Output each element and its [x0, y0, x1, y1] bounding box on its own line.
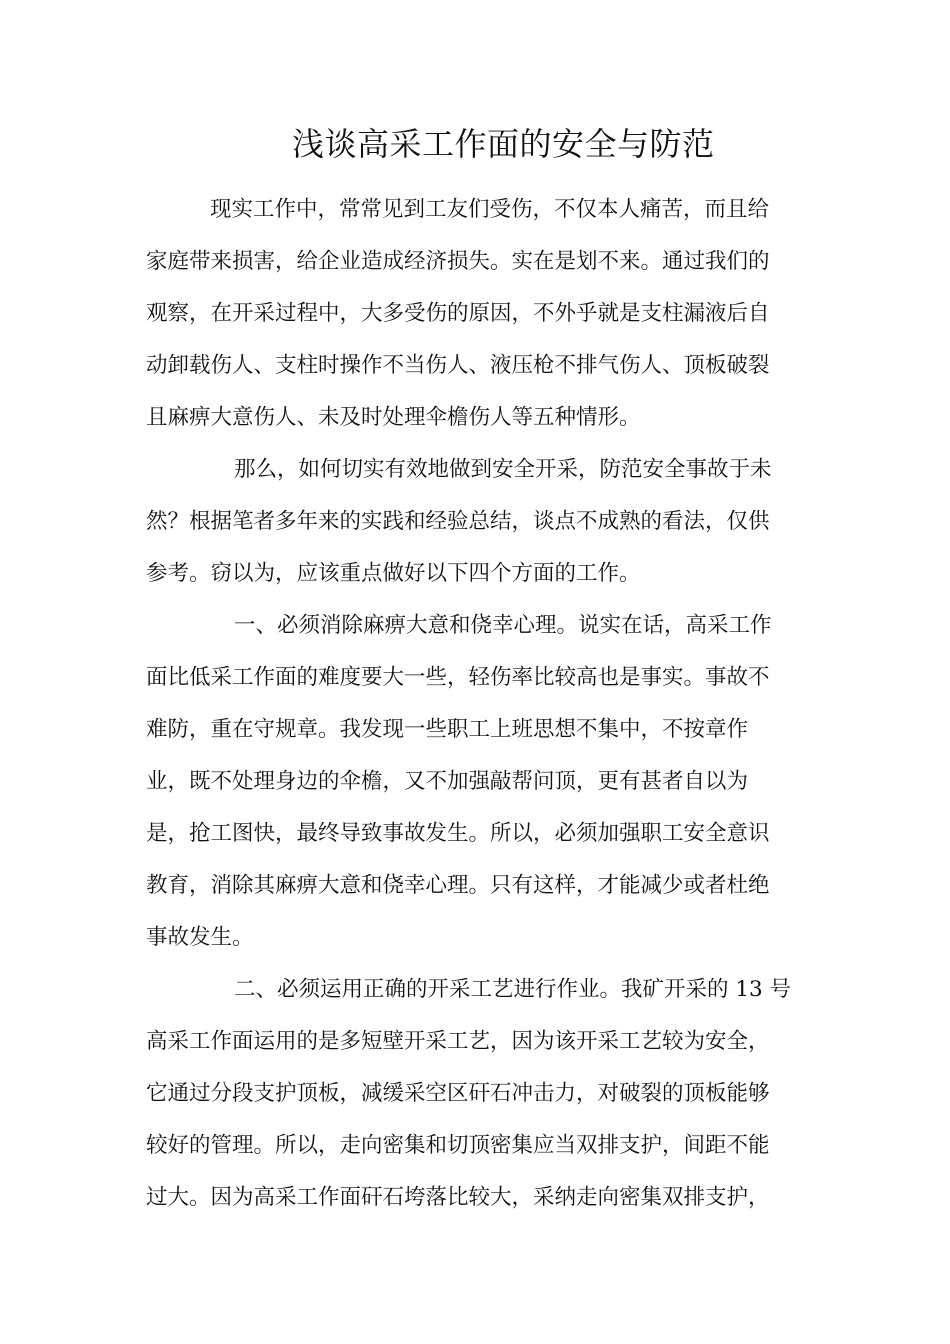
- body-line: 它通过分段支护顶板，减缓采空区矸石冲击力，对破裂的顶板能够: [146, 1081, 770, 1106]
- body-line: 且麻痹大意伤人、未及时处理伞檐伤人等五种情形。: [146, 405, 641, 430]
- body-line: 过大。因为高采工作面矸石垮落比较大，采纳走向密集双排支护，: [146, 1185, 770, 1210]
- body-line: 二、必须运用正确的开采工艺进行作业。我矿开采的 13 号: [234, 977, 792, 1002]
- body-line: 然？根据笔者多年来的实践和经验总结，谈点不成熟的看法，仅供: [146, 509, 770, 534]
- document-title: 浅谈高采工作面的安全与防范: [292, 125, 715, 163]
- body-line: 现实工作中，常常见到工友们受伤，不仅本人痛苦，而且给: [210, 197, 770, 222]
- body-line: 那么，如何切实有效地做到安全开采，防范安全事故于未: [234, 457, 772, 482]
- body-line: 动卸载伤人、支柱时操作不当伤人、液压枪不排气伤人、顶板破裂: [146, 353, 770, 378]
- body-line: 一、必须消除麻痹大意和侥幸心理。说实在话，高采工作: [234, 613, 772, 638]
- body-line: 教育，消除其麻痹大意和侥幸心理。只有这样，才能减少或者杜绝: [146, 873, 770, 898]
- body-line: 高采工作面运用的是多短壁开采工艺，因为该开采工艺较为安全，: [146, 1029, 770, 1054]
- body-line: 难防，重在守规章。我发现一些职工上班思想不集中，不按章作: [146, 717, 749, 742]
- body-line: 较好的管理。所以，走向密集和切顶密集应当双排支护，间距不能: [146, 1133, 770, 1158]
- body-line: 事故发生。: [146, 925, 254, 950]
- body-line: 观察，在开采过程中，大多受伤的原因，不外乎就是支柱漏液后自: [146, 301, 770, 326]
- body-line: 家庭带来损害，给企业造成经济损失。实在是划不来。通过我们的: [146, 249, 770, 274]
- body-line: 面比低采工作面的难度要大一些，轻伤率比较高也是事实。事故不: [146, 665, 770, 690]
- body-line: 参考。窃以为，应该重点做好以下四个方面的工作。: [146, 561, 641, 586]
- body-line: 业，既不处理身边的伞檐，又不加强敲帮问顶，更有甚者自以为: [146, 769, 749, 794]
- body-line: 是，抢工图快，最终导致事故发生。所以，必须加强职工安全意识: [146, 821, 770, 846]
